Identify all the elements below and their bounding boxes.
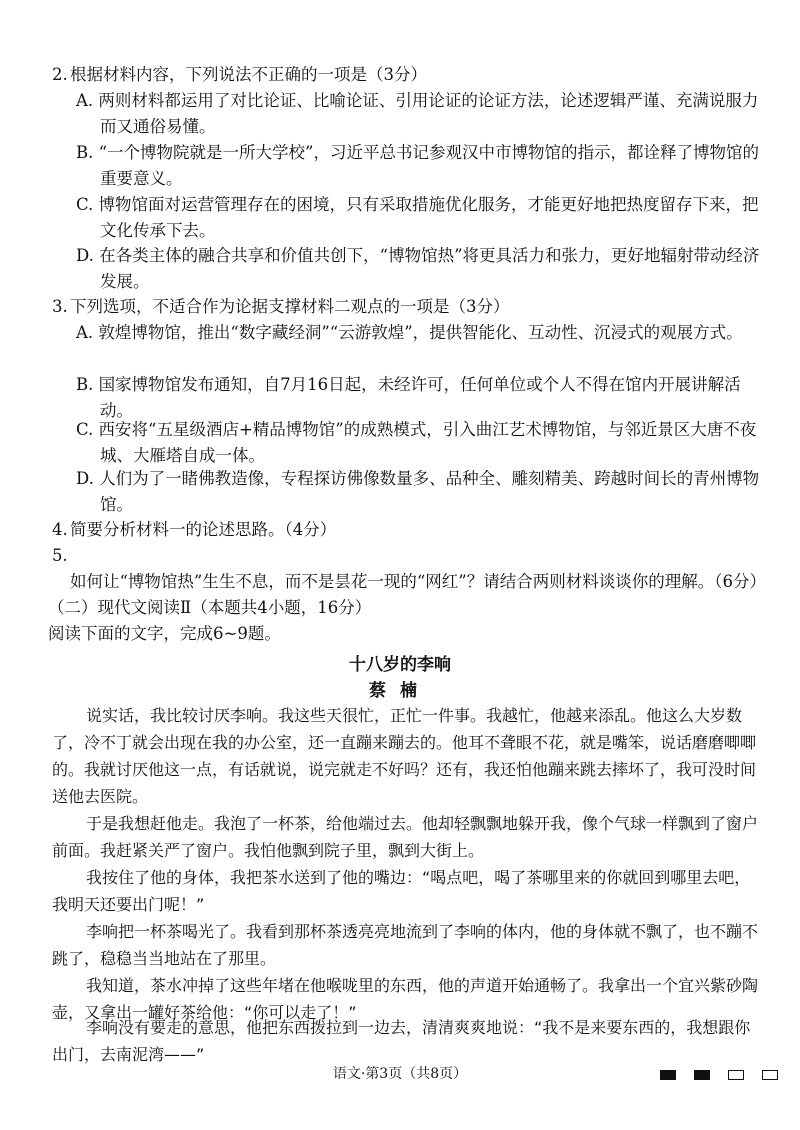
question-4 — [52, 517, 764, 543]
option-label: C. — [76, 420, 94, 439]
option-3a — [76, 320, 764, 346]
question-text: 简要分析材料一的论述思路。（4分） — [70, 520, 337, 539]
option-2b — [76, 140, 764, 192]
question-text: 根据材料内容，下列说法不正确的一项是（3分） — [70, 65, 427, 84]
option-label: A. — [76, 323, 94, 342]
story-title: 十八岁的李响 — [349, 655, 451, 675]
hollow-square-mark — [762, 1070, 778, 1080]
option-text: 博物馆面对运营管理存在的困境，只有采取措施优化服务，才能更好地把热度留存下来，把文化传承下去。 — [98, 195, 759, 240]
option-text: “一个博物院就是一所大学校”，习近平总书记参观汉中市博物馆的指示，都诠释了博物馆的重要意义。 — [98, 143, 759, 188]
question-number: 4. — [52, 520, 68, 539]
option-label: B. — [76, 375, 94, 394]
option-text: 人们为了一睹佛教造像，专程探访佛像数量多、品种全、雕刻精美、跨越时间长的青州博物馆。 — [99, 469, 760, 514]
option-text: 敦煌博物馆，推出“数字藏经洞”“云游敦煌”，提供智能化、互动性、沉浸式的观展方式。 — [98, 323, 743, 342]
question-5 — [52, 543, 764, 595]
option-label: B. — [76, 143, 94, 162]
filled-square-mark — [694, 1070, 710, 1080]
option-3c — [76, 417, 764, 469]
question-number: 3. — [52, 297, 68, 316]
page-footer: 语文·第3页（共8页） — [332, 1066, 468, 1082]
scan-marks — [660, 1068, 780, 1084]
question-2 — [52, 62, 764, 88]
story-paragraph-1: 说实话，我比较讨厌李响。我这些天很忙，正忙一件事。我越忙，他越来添乱。他这么大岁数了，冷不丁就会出现在我的办公室，还一直蹦来蹦去的。他耳不聋眼不花，就是嘴笨，说话磨磨唧唧的。我就讨厌他这一点，有话就说，说完就走不好吗？还有，我还怕他蹦来跳去摔坏了，我可没时间送他去医院。 — [52, 706, 757, 806]
question-number: 2. — [52, 65, 68, 84]
option-label: D. — [76, 246, 94, 265]
option-text: 国家博物馆发布通知，自7月16日起，未经许可，任何单位或个人不得在馆内开展讲解活动。 — [98, 375, 741, 420]
option-label: C. — [76, 195, 94, 214]
story-paragraph-2: 于是我想赶他走。我泡了一杯茶，给他端过去。他却轻飘飘地躲开我，像个气球一样飘到了窗户前面。我赶紧关严了窗户。我怕他飘到院子里，飘到大街上。 — [52, 814, 759, 860]
filled-square-mark — [660, 1070, 676, 1080]
option-text: 在各类主体的融合共享和价值共创下，“博物馆热”将更具活力和张力，更好地辐射带动经济发展。 — [99, 246, 760, 291]
story-paragraph-4: 李响把一杯茶喝光了。我看到那杯茶透亮亮地流到了李响的体内，他的身体就不飘了，也不蹦不跳了，稳稳当当地站在了那里。 — [52, 922, 759, 968]
option-2d — [76, 243, 764, 295]
section-instruction: 阅读下面的文字，完成6~9题。 — [48, 624, 281, 643]
option-text: 西安将“五星级酒店+精品博物馆”的成熟模式，引入曲江艺术博物馆，与邻近景区大唐不夜城、大雁塔自成一体。 — [98, 420, 757, 465]
question-3 — [52, 294, 764, 320]
hollow-square-mark — [728, 1070, 744, 1080]
story-paragraph-5: 我知道，茶水冲掉了这些年堵在他喉咙里的东西，他的声道开始通畅了。我拿出一个宜兴紫砂陶壶，又拿出一罐好茶给他：“你可以走了！” — [52, 976, 759, 1022]
story-paragraph-6: 李响没有要走的意思，他把东西拨拉到一边去，清清爽爽地说：“我不是来要东西的，我想跟你出门，去南泥湾——” — [52, 1018, 751, 1064]
question-text: 下列选项，不适合作为论据支撑材料二观点的一项是（3分） — [70, 297, 510, 316]
option-text: 两则材料都运用了对比论证、比喻论证、引用论证的论证方法，论述逻辑严谨、充满说服力而又通俗易懂。 — [98, 91, 759, 136]
question-number: 5. — [52, 546, 68, 565]
story-paragraph-3: 我按住了他的身体，我把茶水送到了他的嘴边：“喝点吧，喝了茶哪里来的你就回到哪里去吧，我明天还要出门呢！” — [52, 868, 751, 914]
option-2a — [76, 88, 764, 140]
option-3d — [76, 466, 764, 518]
section-heading: （二）现代文阅读Ⅱ（本题共4小题，16分） — [48, 598, 372, 617]
option-label: D. — [76, 469, 94, 488]
option-label: A. — [76, 91, 94, 110]
option-2c — [76, 192, 764, 244]
story-author: 蔡楠 — [369, 681, 431, 701]
question-text: 如何让“博物馆热”生生不息，而不是昙花一现的“网红”？请结合两则材料谈谈你的理解。（6分） — [70, 572, 766, 591]
